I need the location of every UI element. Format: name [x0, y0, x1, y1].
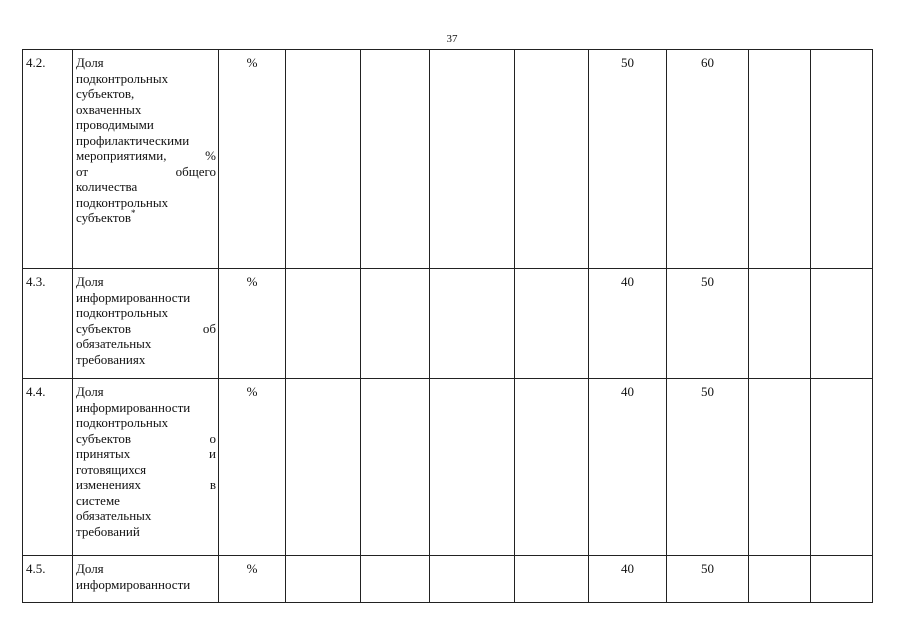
- empty-cell: [361, 556, 430, 603]
- empty-cell: [286, 269, 361, 379]
- description-line: [76, 117, 216, 133]
- description-line: [76, 179, 216, 195]
- value-cell: [589, 50, 667, 269]
- unit-value: %: [246, 55, 258, 70]
- value-cell: [667, 379, 749, 556]
- description-text: информированности: [76, 576, 191, 592]
- value-cell: [589, 269, 667, 379]
- indicator-description: [76, 274, 216, 367]
- empty-cell: [749, 50, 811, 269]
- empty-cell: [430, 269, 515, 379]
- indicators-table: [22, 49, 873, 603]
- description-line: [76, 561, 216, 577]
- target-value: 40: [621, 561, 634, 576]
- description-line: [76, 336, 216, 352]
- description-text: профилактическими: [76, 132, 190, 148]
- empty-cell: [749, 269, 811, 379]
- value-cell: [667, 556, 749, 603]
- unit-cell: [219, 269, 286, 379]
- empty-cell: [430, 50, 515, 269]
- description-line: [76, 493, 216, 509]
- description-text: подконтрольных: [76, 194, 169, 210]
- table-row: [23, 269, 873, 379]
- description-text: обязательных: [76, 336, 152, 351]
- target-value: 50: [701, 384, 714, 399]
- description-text: системе: [76, 492, 120, 508]
- description-text: подконтрольных: [76, 70, 169, 86]
- empty-cell: [361, 379, 430, 556]
- description-text: готовящихся: [76, 461, 147, 477]
- description-cell: [73, 556, 219, 603]
- empty-cell: [811, 379, 873, 556]
- description-word: принятых: [76, 446, 131, 461]
- empty-cell: [811, 556, 873, 603]
- description-text: проводимыми: [76, 117, 154, 132]
- row-number: 4.2.: [26, 55, 46, 70]
- description-word: %: [205, 148, 216, 163]
- description-text: охваченных: [76, 101, 142, 117]
- description-text: требованиях: [76, 351, 146, 367]
- unit-cell: [219, 50, 286, 269]
- description-text: субъектов,: [76, 86, 135, 101]
- description-text: обязательных: [76, 508, 152, 523]
- description-cell: [73, 269, 219, 379]
- description-line: [76, 384, 216, 400]
- empty-cell: [749, 556, 811, 603]
- indicator-description: [76, 561, 216, 592]
- description-word: субъектов: [76, 430, 132, 446]
- unit-value: %: [246, 561, 258, 576]
- description-word: и: [209, 446, 216, 461]
- description-line: [76, 321, 216, 337]
- target-value: 50: [701, 561, 714, 576]
- value-cell: [589, 379, 667, 556]
- row-number-cell: [23, 379, 73, 556]
- description-word: от: [76, 163, 89, 179]
- description-line: [76, 462, 216, 478]
- description-line: [76, 508, 216, 524]
- description-line: [76, 274, 216, 290]
- description-cell: [73, 379, 219, 556]
- description-line: [76, 524, 216, 540]
- empty-cell: [430, 379, 515, 556]
- target-value: 50: [621, 55, 634, 70]
- description-word: об: [202, 320, 216, 336]
- empty-cell: [749, 379, 811, 556]
- description-line: [76, 133, 216, 149]
- description-word: общего: [175, 163, 216, 179]
- description-line: [76, 477, 216, 493]
- footnote-marker: *: [131, 208, 136, 218]
- empty-cell: [430, 556, 515, 603]
- table-row: [23, 379, 873, 556]
- description-text: подконтрольных: [76, 415, 169, 430]
- description-text: требований: [76, 523, 140, 539]
- description-text: информированности: [76, 289, 191, 305]
- description-text: информированности: [76, 399, 191, 415]
- description-line: [76, 86, 216, 102]
- description-text: Доля: [76, 55, 104, 70]
- empty-cell: [515, 379, 589, 556]
- target-value: 50: [701, 274, 714, 289]
- empty-cell: [361, 50, 430, 269]
- description-cell: [73, 50, 219, 269]
- row-number-cell: [23, 50, 73, 269]
- empty-cell: [515, 556, 589, 603]
- empty-cell: [515, 269, 589, 379]
- indicator-description: [76, 384, 216, 539]
- description-line: [76, 195, 216, 211]
- description-line: [76, 210, 216, 226]
- description-word: в: [209, 477, 216, 492]
- empty-cell: [361, 269, 430, 379]
- description-line: [76, 400, 216, 416]
- empty-cell: [286, 50, 361, 269]
- empty-cell: [811, 50, 873, 269]
- description-text: субъектов: [76, 210, 132, 225]
- description-line: [76, 577, 216, 593]
- table-row: [23, 556, 873, 603]
- description-line: [76, 290, 216, 306]
- description-word: субъектов: [76, 320, 132, 336]
- value-cell: [667, 269, 749, 379]
- description-word: изменениях: [76, 477, 142, 492]
- empty-cell: [515, 50, 589, 269]
- description-text: подконтрольных: [76, 305, 169, 320]
- unit-value: %: [246, 274, 258, 289]
- unit-cell: [219, 556, 286, 603]
- target-value: 40: [621, 384, 634, 399]
- description-line: [76, 352, 216, 368]
- description-line: [76, 305, 216, 321]
- row-number-cell: [23, 269, 73, 379]
- target-value: 60: [701, 55, 714, 70]
- description-line: [76, 164, 216, 180]
- target-value: 40: [621, 274, 634, 289]
- table-row: [23, 50, 873, 269]
- description-line: [76, 415, 216, 431]
- description-text: Доля: [76, 274, 104, 289]
- empty-cell: [286, 379, 361, 556]
- row-number-cell: [23, 556, 73, 603]
- description-line: [76, 446, 216, 462]
- description-text: Доля: [76, 561, 104, 576]
- description-text: количества: [76, 179, 138, 194]
- description-line: [76, 148, 216, 164]
- row-number: 4.4.: [26, 384, 46, 399]
- row-number: 4.3.: [26, 274, 46, 289]
- value-cell: [589, 556, 667, 603]
- row-number: 4.5.: [26, 561, 46, 576]
- unit-value: %: [246, 384, 258, 399]
- description-line: [76, 55, 216, 71]
- empty-cell: [286, 556, 361, 603]
- value-cell: [667, 50, 749, 269]
- description-line: [76, 102, 216, 118]
- description-text: Доля: [76, 384, 104, 399]
- unit-cell: [219, 379, 286, 556]
- description-line: [76, 71, 216, 87]
- page-number: 37: [446, 33, 458, 45]
- description-line: [76, 431, 216, 447]
- description-word: о: [209, 430, 216, 446]
- description-word: мероприятиями,: [76, 148, 167, 163]
- indicator-description: [76, 55, 216, 226]
- empty-cell: [811, 269, 873, 379]
